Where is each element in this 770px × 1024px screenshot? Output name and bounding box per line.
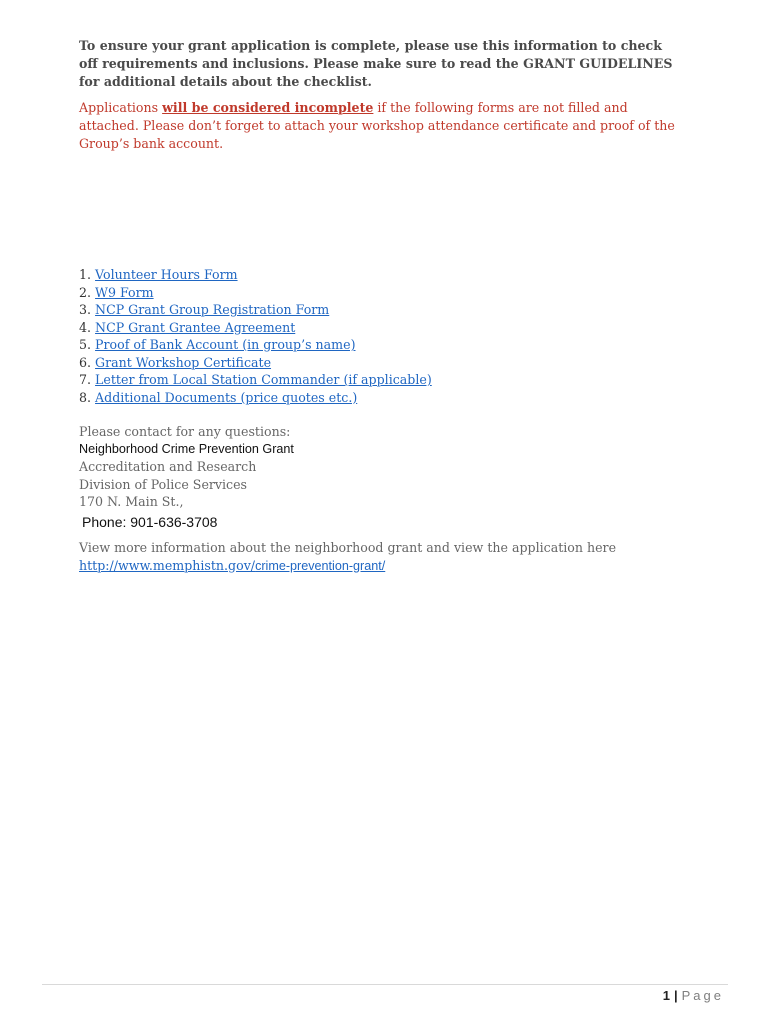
item-number: 4. [79,319,92,335]
street-address: 170 N. Main St., [79,494,184,509]
item-number: 5. [79,337,92,352]
warning-emphasis: will be considered incomplete [162,100,374,115]
footer-divider [42,984,728,985]
more-info-text: View more information about the neighborhood grant and view the application here [79,540,617,555]
grant-website-link-tail: crime-prevention-grant/ [255,558,386,573]
item-number: 1. [79,267,92,282]
additional-documents-link[interactable]: Additional Documents (price quotes etc.) [95,389,358,405]
w9-form-link[interactable]: W9 Form [95,284,154,300]
list-item [79,266,679,284]
incomplete-warning [79,99,679,153]
phone-number: Phone: 901-636-3708 [82,514,218,530]
group-registration-form-link[interactable]: NCP Grant Group Registration Form [95,302,330,317]
page-footer [663,988,724,1003]
item-number: 7. [79,372,92,387]
list-item [79,371,679,389]
intro-paragraph: To ensure your grant application is complete, please use this information to check off requirements and inclusions. Please make sure to read the GRANT GUIDELINES for additional details about the checklist. [79,38,673,89]
item-number: 8. [79,389,92,405]
list-item [79,284,679,302]
grant-website-link[interactable] [79,558,385,573]
unit-name: Accreditation and Research [79,459,257,474]
workshop-certificate-link[interactable]: Grant Workshop Certificate [95,354,272,370]
list-item [79,319,679,337]
contact-block [79,423,679,511]
list-item [79,354,679,372]
warning-prefix: Applications [79,100,163,115]
item-number: 2. [79,284,92,300]
item-number: 6. [79,354,92,370]
more-info-paragraph [79,539,679,575]
required-forms-list [79,266,679,406]
list-item [79,301,679,319]
grantee-agreement-link[interactable]: NCP Grant Grantee Agreement [95,319,296,335]
contact-prompt: Please contact for any questions: [79,424,291,439]
division-name: Division of Police Services [79,476,248,492]
volunteer-hours-form-link[interactable]: Volunteer Hours Form [95,267,238,282]
item-number: 3. [79,302,92,317]
proof-of-bank-account-link[interactable]: Proof of Bank Account (in group’s name) [95,337,356,352]
grant-website-link-main: http://www.memphistn.gov/ [79,557,256,573]
page-label: Page [681,988,724,1003]
list-item [79,389,679,407]
footer-separator: | [673,988,678,1003]
program-name: Neighborhood Crime Prevention Grant [79,441,294,456]
station-commander-letter-link[interactable]: Letter from Local Station Commander (if applicable) [95,372,432,387]
list-item [79,336,679,354]
warning-suffix: if the following forms are not filled and attached. Please don’t forget to attach your workshop attendance certificate and proof of the Group’s bank account. [79,100,675,151]
page-number: 1 [662,988,670,1003]
